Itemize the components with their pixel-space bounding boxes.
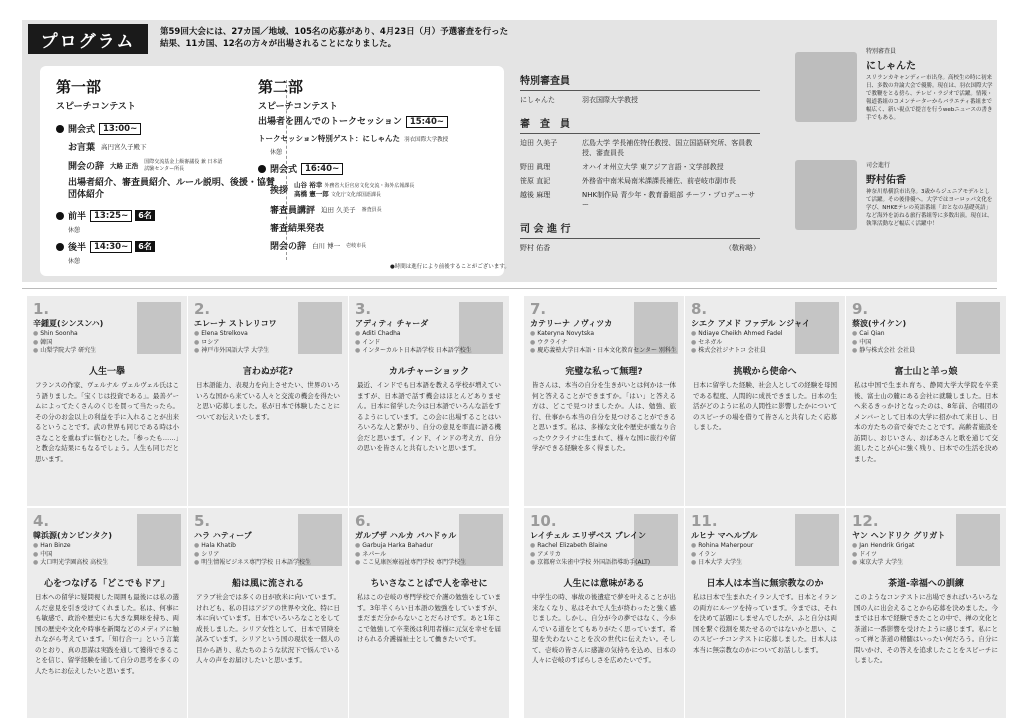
page-title: プログラム — [28, 24, 148, 54]
speaker-name: レイチェル エリザベス ブレイン — [530, 531, 647, 540]
speaker-name: 蔡波(サイケン) — [852, 319, 907, 328]
speech-summary: 皆さんは、本当の自分を生きがいとは何かは一体何と答えることができますか。「はい」と答える方は、どこで見つけましたか。人は、勉強、旅行、仕事から本当の自分を見つけることができると思います。私は、多様な文化や歴史が重なり合ったウクライナに生まれて、様々な国に旅行や留学ができる経験を多く得ました。 — [532, 381, 676, 452]
speech-title: 人生には意味がある — [563, 579, 645, 589]
speaker-meta: ● Kateryna Novytska ● ウクライナ ● 慶応義塾大学日本語・日本文化教育センター 別科生 — [530, 330, 677, 356]
speaker-number: 4. — [33, 512, 50, 530]
speaker-name: カテリーナ ノヴィツカ — [530, 319, 613, 328]
judge-row: 笹原 直記 外務省中南米局南米課課長補佐、前壱岐市副市長 — [520, 177, 736, 185]
speaker-name: ガルブザ ハルカ バハドゥル — [355, 531, 457, 540]
speaker-card — [188, 296, 348, 506]
part1-sub: スピーチコンテスト — [56, 102, 136, 112]
speaker-card — [349, 508, 509, 718]
judges-panel — [520, 66, 760, 253]
speaker-card — [685, 296, 845, 506]
speaker-meta: ● Aditi Chadha ● インド ● インターカルト日本語学校 日本語学校生 — [355, 330, 472, 356]
speech-title: 心をつなげる「どこでもドア」 — [44, 579, 170, 589]
part2-break: 休憩 — [270, 149, 283, 156]
speech-title: ちいさなことばで人を幸せに — [370, 579, 488, 589]
judge-row: 越後 麻理 NHK制作局 青少年・教育番組部 チーフ・プロデューサー — [520, 191, 755, 209]
speaker-photo — [956, 302, 1000, 354]
schedule-box — [40, 66, 504, 276]
bullet-icon — [56, 125, 64, 133]
speaker-card — [846, 508, 1006, 718]
mc-head: 司 会 進 行 — [520, 220, 760, 239]
speaker-name: ハラ ハティーブ — [194, 531, 252, 540]
speech-summary: フランスの作家、ヴェルナル ヴェルヴェル氏はこう語りました。「宝くじは投資である」。最善ゲームによってたくさんのくじを買って当たったら。その分のお金以上の利益を手に入れることが出来るということです。武の世界も同じである時は小さなことを重ねずに悩むとした。「参ったも……」と教会な結果にもなるでしょう。人生も同じだと思います。 — [35, 381, 179, 463]
speech-title: 挑戦から使命へ — [733, 367, 797, 377]
speaker-meta: ● Jan Hendrik Grigat ● ドイツ ● 東京大学 大学生 — [852, 542, 914, 568]
host-nomura: 司会進行 野村佑香 神奈川県横浜市出身。3歳からジュニアモデルとして活躍。その後俳優へ。大学ではヨーロッパ文化を学び、NHKEテレの英語番組「おとなの基礎英語」など海外を訪ねる旅行番組等に多数出演。現在は、執筆活動など幅広く活躍中！ — [866, 162, 993, 227]
speech-title: 日本人は本当に無宗教なのか — [706, 579, 824, 589]
speaker-number: 8. — [691, 300, 708, 318]
mc-row: 野村 佑香 （敬称略） — [520, 244, 760, 252]
speech-summary: 中学生の時、事故の後遺症で夢を叶えることが出来なくなり、私はそれで人生が終わったと強く感じました。しかし、自分が今の夢ではなく、今歩んでいる道をとてもありがたく思っています。希望を失わないことを次の世代に伝えたい。そして、壱岐の皆さんに感謝の気持ちを込め、日本の人々に壱岐のすばらしさを広めたいです。 — [532, 593, 676, 664]
review-row: 審査員講評 迫田 久美子 審査員長 — [270, 206, 382, 216]
host-photo-nomura — [795, 160, 857, 230]
greet1-row: お言葉 高円宮久子殿下 — [68, 143, 147, 153]
speaker-meta: ● Garbuja Harka Bahadur ● ネパール ● ここ見康医療福祉専門学校 専門学校生 — [355, 542, 466, 568]
first-break: 休憩 — [68, 227, 81, 234]
second-break: 休憩 — [68, 258, 81, 265]
judges-head: 審 査 員 — [520, 115, 760, 134]
speech-title: 人生一擧 — [88, 367, 125, 377]
closing-row: 閉会式 16:40~ — [258, 162, 498, 175]
special-judge-head: 特別審査員 — [520, 72, 760, 91]
speaker-card — [188, 508, 348, 718]
speaker-number: 10. — [530, 512, 557, 530]
speech-summary: 私は中国で生まれ育ち、静岡大学大学院を卒業後、富士山の麓にある会社に就職しました。日本へ来るきっかけとなったのは、8年前、合唱団のメンバーとして日本の大学に招かれて来日し、日本の方たちの音で奏でたことです。高齢者施設を訪問し、おじいさん、おばあさんと歌を通じて交流したことが心に強く残り、日本での生活を決めました。 — [854, 381, 998, 463]
speech-summary: 日本に留学した経験、社会人としての経験を母国である程度、人間的に成長できました。日本の生活がどのように私の人間性に影響したかについてのスピーチの場を借りて皆さんと共有したく応募しました。 — [693, 381, 837, 431]
speaker-name: エレーナ ストレリコワ — [194, 319, 277, 328]
intro-row: 出場者紹介、審査員紹介、ルール説明、後援・協賛団体紹介 — [68, 178, 275, 200]
time-note: ●時間は進行により前後することがございます。 — [390, 264, 510, 270]
speaker-card — [524, 508, 684, 718]
speaker-number: 1. — [33, 300, 50, 318]
speech-title: カルチャーショック — [388, 367, 470, 377]
speech-title: 茶道-幸福への訓練 — [888, 579, 964, 589]
speech-summary: このようなコンテストに出場できればいろいろな国の人に出会えることから応募を決めました。今までは日本で経験できたことの中で、禅の文化と茶道に一番影響を受けたように感じます。私にとって禅と茶道の精髄はいったい何だろう。自分に問いかけ、その答えを追求したことをスピーチにしました。 — [854, 593, 998, 664]
part2 — [258, 76, 498, 252]
host-photo-nishanta — [795, 52, 857, 122]
speaker-name: 韓浜源(カンビンタク) — [33, 531, 112, 540]
speaker-name: 辛鍾夏(シンスンハ) — [33, 319, 104, 328]
speaker-photo — [298, 302, 342, 354]
part2-sub1: スピーチコンテスト — [258, 102, 338, 112]
speaker-photo — [956, 514, 1000, 566]
speaker-meta: ● Rachel Elizabeth Blaine ● アメリカ ● 京都府立朱雀中学校 外国語指導助手(ALT) — [530, 542, 650, 568]
speaker-meta: ● Elena Strelkova ● ロシア ● 神戸市外国語大学 大学生 — [194, 330, 269, 356]
result-row: 審査結果発表 — [270, 224, 325, 234]
greet2-row: 開会の辞 大路 正浩 国際交流基金上級審議役 兼 日本語試験センター所長 — [68, 159, 223, 172]
speaker-photo — [137, 514, 181, 566]
speaker-meta: ● Ndiaye Cheikh Ahmed Fadel ● セネガル ● 株式会社ジナトコ 会社員 — [691, 330, 782, 356]
speaker-name: ヤン ヘンドリク グリガト — [852, 531, 946, 540]
speaker-meta: ● Shin Soonha ● 韓国 ● 山梨学院大学 研究生 — [33, 330, 96, 356]
speech-summary: 日本語能力、表現力を向上させたい、世界のいろいろな国から来ている人々と交流の機会を得たいと思い応募しました。私が日本で体験したことについてお伝えいたします。 — [196, 381, 340, 421]
speaker-meta: ● Cai Qian ● 中国 ● 静与株式会社 会社員 — [852, 330, 915, 356]
speaker-name: ルヒナ マヘルプル — [691, 531, 758, 540]
speaker-card — [27, 296, 187, 506]
part2-title: 第二部 — [258, 78, 304, 96]
speaker-number: 3. — [355, 300, 372, 318]
special-judge: にしゃんた 羽衣国際大学教授 — [520, 96, 638, 104]
speaker-meta: ● Hala Khatib ● シリア ● 明生情報ビジネス専門学校 日本語学校生 — [194, 542, 311, 568]
speech-summary: 私はこの壱岐の専門学校で介護の勉強をしています。3年半くらい日本語の勉強をしていますが、まだまだ分からないことだらけです。あと1年ここで勉強して卒業後は利用者様に元気を幸せを届けられる介護福祉士として働きたいです。 — [357, 593, 501, 643]
greet-row: 挨拶 山谷 裕幸 外務省大臣官房文化交流・海外広報課長 高橋 憲一郎 文化庁文化部国語課長 — [270, 181, 415, 198]
second-half-row: 後半 14:30~ 6名 — [56, 240, 276, 253]
speech-title: 富士山と羊っ娘 — [894, 367, 958, 377]
speech-summary: 私は日本で生まれたイラン人です。日本とイランの両方にルーツを持っています。今までは、それを決めて話題にしませんでしたが、ふと自分は両国を繋ぐ役割を果たせるのではないかと思い、このスピーチコンテストに応募しました。日本人は本当に無宗教なのかについてお話しします。 — [693, 593, 837, 654]
speaker-number: 7. — [530, 300, 547, 318]
speaker-number: 12. — [852, 512, 879, 530]
host-nishanta: 特別審査員 にしゃんた スリランカキャンディー市出身。高校生の時に初来日、多数の弁論大会で優勝。現在は、羽衣国際大学で教鞭をとる傍ら、テレビ・ラジオで活躍。情報・報道番組のコメンテーターからバラエティ番組まで幅広く、新い視点で提言を行うwebニュースの書き手でもある。 — [866, 48, 993, 121]
speaker-meta: ● Han Binze ● 中国 ● 大口明光学園高校 高校生 — [33, 542, 108, 568]
speaker-meta: ● Rohina Maherpour ● イラン ● 日本大学 大学生 — [691, 542, 753, 568]
speech-title: 言わぬが花? — [242, 367, 294, 377]
close-row: 閉会の辞 白川 博一 壱岐市長 — [270, 242, 367, 252]
speaker-number: 5. — [194, 512, 211, 530]
speaker-photo — [137, 302, 181, 354]
speaker-card — [524, 296, 684, 506]
part1-title: 第一部 — [56, 78, 102, 96]
first-half-row: 前半 13:25~ 6名 — [56, 209, 276, 222]
speech-title: 完璧な私って無理? — [565, 367, 643, 377]
speaker-card — [846, 296, 1006, 506]
speaker-number: 11. — [691, 512, 718, 530]
intro-text: 第59回大会には、27カ国／地域、105名の応募があり、4月23日（月）予選審査を行った結果、11カ国、12名の方々が出場されることになりました。 — [160, 27, 509, 49]
speaker-name: シエク アメド ファデル ンジャイ — [691, 319, 810, 328]
speech-summary: アラブ社会では多くの日が欧米に向いています。けれども、私の目はアジアの世界や文化、特に日本に向いています。日本でいろいろなことをして成長しました。シリア女性として、日本で冒険を試みています。シリアという国の現状を一個人の目から語り、私たちのような状況下で悩んでいる人々の声をお届けしたいと思います。 — [196, 593, 340, 664]
section-divider — [22, 288, 997, 289]
speech-title: 船は風に流される — [231, 579, 304, 589]
speaker-photo — [795, 514, 839, 566]
judge-row: 迫田 久美子 広島大学 学長補佐特任教授、国立国語研究所、客員教授、審査員長 — [520, 139, 753, 157]
speech-summary: 最近、インドでも日本語を教える学校が増えていますが、日本語で話す機会はほとんどありません。日本に留学した今は日本語でいろんな話をするようにしています。この会に出場することはいろいろな人と繋がり、自分の意見を率直に語る機会だと思います。インド、インドの考え方、自分の思いを皆さんと共有したいと思います。 — [357, 381, 501, 452]
speaker-number: 9. — [852, 300, 869, 318]
guest-row: トークセッション特別ゲスト：にしゃんた 羽衣国際大学教授 — [258, 134, 449, 143]
judge-row: 野田 眞理 オハイオ州立大学 東アジア言語・文学部教授 — [520, 163, 724, 171]
part2-sub2: 出場者を囲んでのトークセッション 15:40~ — [258, 114, 498, 127]
speaker-card — [685, 508, 845, 718]
speaker-card — [27, 508, 187, 718]
speaker-number: 6. — [355, 512, 372, 530]
speech-summary: 日本への留学に疑問視した周囲も最後には私の選んだ意見を引き受けてくれました。私は、何事にも敏感で、政治や歴史にも大きな興味を持ち、両国の歴史や文化や時事を新聞などのメディアに触れながら考えています。「知行合一」という言葉のとおり、真の思謀は実践を通して獲得できることを信じ、留学経験を通して自分の思考を多くの人たちにお伝えしたいと思います。 — [35, 593, 179, 675]
opening-row: 開会式 13:00~ — [56, 122, 276, 135]
speaker-number: 2. — [194, 300, 211, 318]
part1 — [56, 76, 276, 265]
speaker-name: アディティ チャーダ — [355, 319, 429, 328]
speaker-card — [349, 296, 509, 506]
